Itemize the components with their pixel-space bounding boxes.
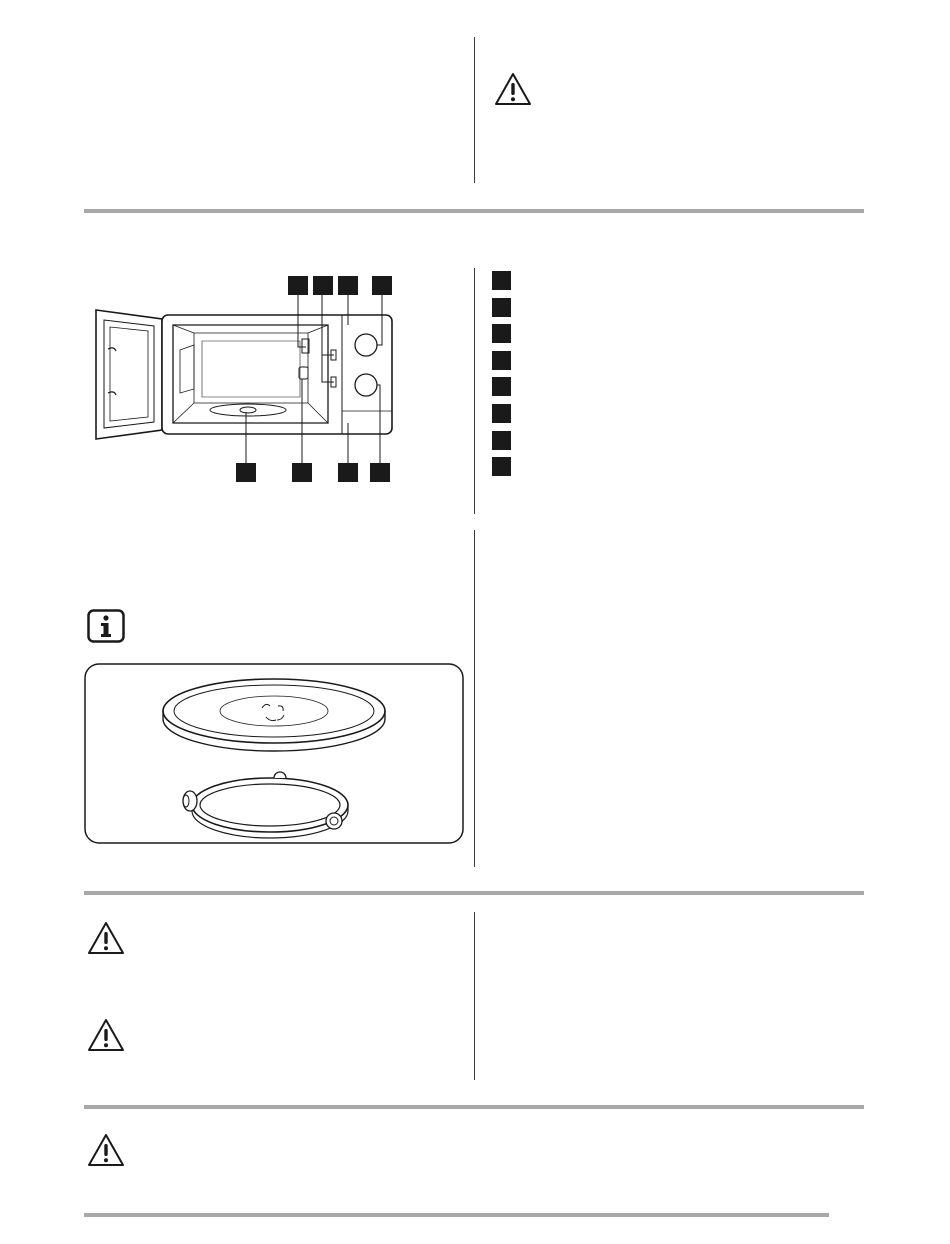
warning-triangle-icon — [87, 1018, 125, 1052]
legend-marker — [492, 271, 511, 290]
legend-marker — [492, 431, 511, 450]
column-divider-2 — [474, 268, 475, 514]
legend-marker — [492, 298, 511, 317]
legend-marker — [492, 404, 511, 423]
section-rule-2 — [84, 891, 864, 895]
callout-marker — [372, 276, 392, 295]
callout-marker — [288, 276, 308, 295]
callout-marker — [338, 463, 358, 482]
callout-marker — [236, 463, 256, 482]
info-icon — [87, 609, 125, 643]
legend-marker — [492, 457, 511, 476]
legend-marker — [492, 324, 511, 343]
section-rule-3 — [84, 1105, 864, 1109]
warning-triangle-icon — [87, 921, 125, 955]
warning-triangle-icon — [87, 1133, 125, 1167]
column-divider-1 — [474, 37, 475, 183]
turntable-illustration — [84, 663, 464, 845]
callout-marker — [338, 276, 358, 295]
callout-marker — [313, 276, 333, 295]
legend-marker — [492, 351, 511, 370]
section-rule-1 — [84, 209, 864, 213]
callout-marker — [292, 463, 312, 482]
callout-marker — [370, 463, 390, 482]
column-divider-3 — [474, 530, 475, 867]
warning-triangle-icon — [494, 72, 532, 106]
legend-marker — [492, 377, 511, 396]
footer-rule — [84, 1213, 829, 1217]
microwave-diagram — [90, 275, 400, 490]
column-divider-4 — [474, 912, 475, 1080]
